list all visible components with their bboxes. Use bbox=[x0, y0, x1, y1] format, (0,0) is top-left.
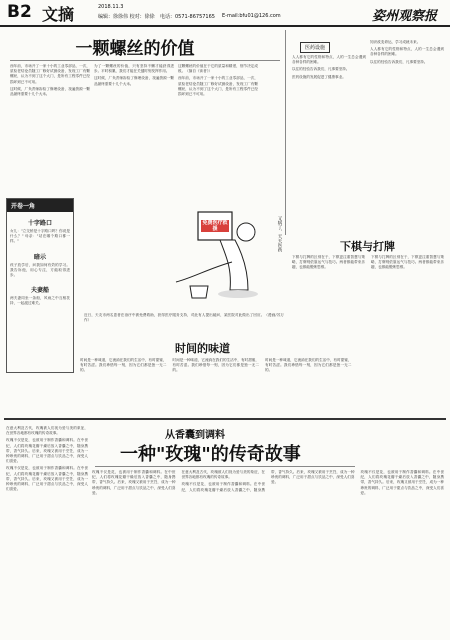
right-paragraph: 以往的经验告诉我们，凡事要坚持。 bbox=[292, 67, 350, 72]
side-text: 孩子放学后，问我如何有效的学习。我告诉他，用心专注，方能取得进步。 bbox=[10, 262, 70, 278]
right-paragraph: 人人都有它的性格和特点，人的一生总会遇到各种各样的困难。 bbox=[292, 55, 366, 65]
feature-text: 玫瑰不仅是花，也被用于制作香囊和调料。在中世纪，人们将玫瑰花瓣干燥后放入香囊之中，随身携带，香气持久。后来，玫瑰又被用于烹饪，成为一种珍贵的调料，广泛用于甜点与饮品之中，深受人们喜爱。 bbox=[92, 470, 176, 495]
essay-text: 时间是一种味道，它流淌在我们的生活中，有时甜蜜，有时苦涩。我们珍惜每一刻，因为它们都是独一无二的。 bbox=[265, 358, 352, 373]
essay-text: 时间是一种味道，它流淌在我们的生活中，有时甜蜜，有时苦涩。我们珍惜每一刻，因为它们都是独一无二的。 bbox=[172, 358, 259, 373]
story-text: 下棋与打牌的区别在于，下棋更注重智慧与策略，打牌则依靠运气与技巧。两者都能带来乐趣，也都能锻炼思维。 bbox=[371, 255, 444, 270]
side-text: 两夫妻同坐一条船，风雨之中互相扶持，一起渡过难关。 bbox=[10, 296, 70, 306]
feature-title-rule bbox=[95, 466, 355, 467]
feature-text: 玫瑰不仅是花，也被用于制作香囊和调料。在中世纪，人们将玫瑰花瓣干燥后放入香囊之中，随身携带，香气持久。后来，玫瑰又被用于烹饪，成为一种珍贵的调料，广泛用于甜点与饮品之中，深受人们喜爱。 bbox=[360, 470, 444, 495]
lead-body-col1 bbox=[10, 64, 90, 189]
story-text: 下棋与打牌的区别在于，下棋更注重智慧与策略，打牌则依靠运气与技巧。两者都能带来乐趣，也都能锻炼思维。 bbox=[292, 255, 365, 270]
story-body bbox=[292, 255, 444, 337]
feature-text: 玫瑰不仅是花，也被用于制作香囊和调料。在中世纪，人们将玫瑰花瓣干燥后放入香囊之中，随身携带，香气持久。后来，玫瑰又被用于烹饪，成为一种珍贵的调料，广泛用于甜点与饮品之中，深受人们喜爱。 bbox=[181, 470, 355, 492]
right-body-col2 bbox=[370, 40, 444, 230]
cartoon-box-label: 免费医疗救援 bbox=[202, 220, 228, 232]
right-paragraph: 人人都有它的性格和特点，人的一生总会遇到各种各样的困难。 bbox=[370, 47, 444, 57]
cartoon-illustration bbox=[80, 198, 285, 310]
header-email: E-mail:bfu01@126.com bbox=[222, 13, 281, 19]
lead-paragraph: 西年前，市场开了一家十小的工业零部品，一次，质检老结论员随工厂修好试测设备，发现工厂有颗螺丝，认为不到了这个大门，是所有工程零件已经损坏到已不可用。 bbox=[10, 64, 90, 84]
header-rule bbox=[0, 25, 450, 27]
lead-title-rule bbox=[10, 60, 280, 61]
lead-paragraph: 这时候，厂负责师拆检了修理设备，找遍资源一颗品最终需要十几个大米。 bbox=[10, 86, 90, 97]
section-title: 文摘 bbox=[42, 5, 75, 24]
page-header bbox=[0, 0, 450, 25]
cartoon-speech: 又病了，天天医药 bbox=[277, 216, 282, 252]
column-rule bbox=[285, 30, 286, 235]
masthead: 姿州观察报 bbox=[372, 9, 438, 24]
page-number: B2 bbox=[7, 2, 32, 22]
lead-title: 一颗螺丝的价值 bbox=[75, 39, 195, 59]
feature-text: 在意大利及古代，玫瑰被人们视为爱与美的象征，在世界各地都有玫瑰的传奇故事。 bbox=[181, 470, 265, 480]
right-badge: 医药设施 bbox=[300, 42, 330, 53]
feature-text: 玫瑰不仅是花，也被用于制作香囊和调料。在中世纪，人们将玫瑰花瓣干燥后放入香囊之中，随身携带，香气持久。后来，玫瑰又被用于烹饪，成为一种珍贵的调料，广泛用于甜点与饮品之中，深受人们喜爱。 bbox=[6, 466, 88, 492]
feature-text: 在意大利及古代，玫瑰被人们视为爱与美的象征，在世界各地都有玫瑰的传奇故事。 bbox=[6, 426, 88, 436]
feature-text: 玫瑰不仅是花，也被用于制作香囊和调料。在中世纪，人们将玫瑰花瓣干燥后放入香囊之中，随身携带，香气持久。后来，玫瑰又被用于烹饪，成为一种珍贵的调料，广泛用于甜点与饮品之中，深受人们喜爱。 bbox=[6, 438, 88, 464]
feature-body bbox=[92, 470, 444, 632]
essay-title: 时间的味道 bbox=[175, 342, 230, 355]
side-box bbox=[6, 198, 74, 373]
side-box-title: 开卷一角 bbox=[7, 199, 73, 212]
right-paragraph: 知识改变命运，学习成就未来。 bbox=[370, 40, 421, 44]
side-text: 女儿："立交桥是十字路口吗？你说是什么？" 母亲："站在哪个路口都一样。" bbox=[10, 229, 70, 244]
lead-paragraph: 为了一颗螺丝的价值，只有坚持不懈才能获得进步。平时积累，我们才能在关键时刻发挥作用。 bbox=[94, 64, 174, 74]
side-subtitle: 十字路口 bbox=[27, 220, 52, 227]
lead-body-col2 bbox=[94, 64, 174, 189]
right-paragraph: 医药设施的发展促进了健康事业。 bbox=[292, 74, 346, 79]
right-paragraph: 以往的经验告诉我们，凡事要坚持。 bbox=[370, 59, 428, 64]
feature-title: 一种"玫瑰"的传奇故事 bbox=[120, 444, 301, 465]
lead-body-col3 bbox=[178, 64, 258, 189]
feature-intro bbox=[6, 426, 88, 632]
essay-text: 时间是一种味道，它流淌在我们的生活中，有时甜蜜，有时苦涩。我们珍惜每一刻，因为它们都是独一无二的。 bbox=[80, 358, 167, 373]
essay-body bbox=[80, 358, 444, 414]
side-subtitle: 暗示 bbox=[33, 253, 46, 261]
feature-kicker: 从香囊到调料 bbox=[165, 430, 225, 441]
right-body-col1 bbox=[292, 55, 366, 230]
cartoon-panel bbox=[80, 198, 285, 310]
side-subtitle: 夫妻船 bbox=[30, 287, 49, 295]
story-title: 下棋与打牌 bbox=[340, 240, 395, 253]
lead-paragraph: 西年前，市场开了一家十小的工业零部品，一次，质检老结论员随工厂修好试测设备，发现工厂有颗螺丝，认为不到了这个大门，是所有工程零件已经损坏到已不可用。 bbox=[178, 76, 258, 97]
header-phone: 电话：0571-86757165 bbox=[160, 14, 215, 20]
header-editors: 编辑：徐徐伟 校对：徐徐 bbox=[98, 14, 155, 20]
lead-paragraph: 这时候，厂负责师拆检了修理设备，找遍资源一颗品最终需要十几个大米。 bbox=[94, 76, 174, 86]
cartoon-caption: 近日，天友市两名患者在治疗中被免费救助，获得医疗服务支持，对此有人提出疑问，某医院对此做出了回应。（漫画/苏万 作） bbox=[84, 313, 284, 323]
bottom-rule bbox=[4, 418, 446, 420]
header-date: 2018.11.3 bbox=[98, 4, 124, 10]
lead-paragraph: 这颗螺丝的价值在于它的质量和精度，细节决定成败。（摘自《读者》） bbox=[178, 64, 258, 74]
